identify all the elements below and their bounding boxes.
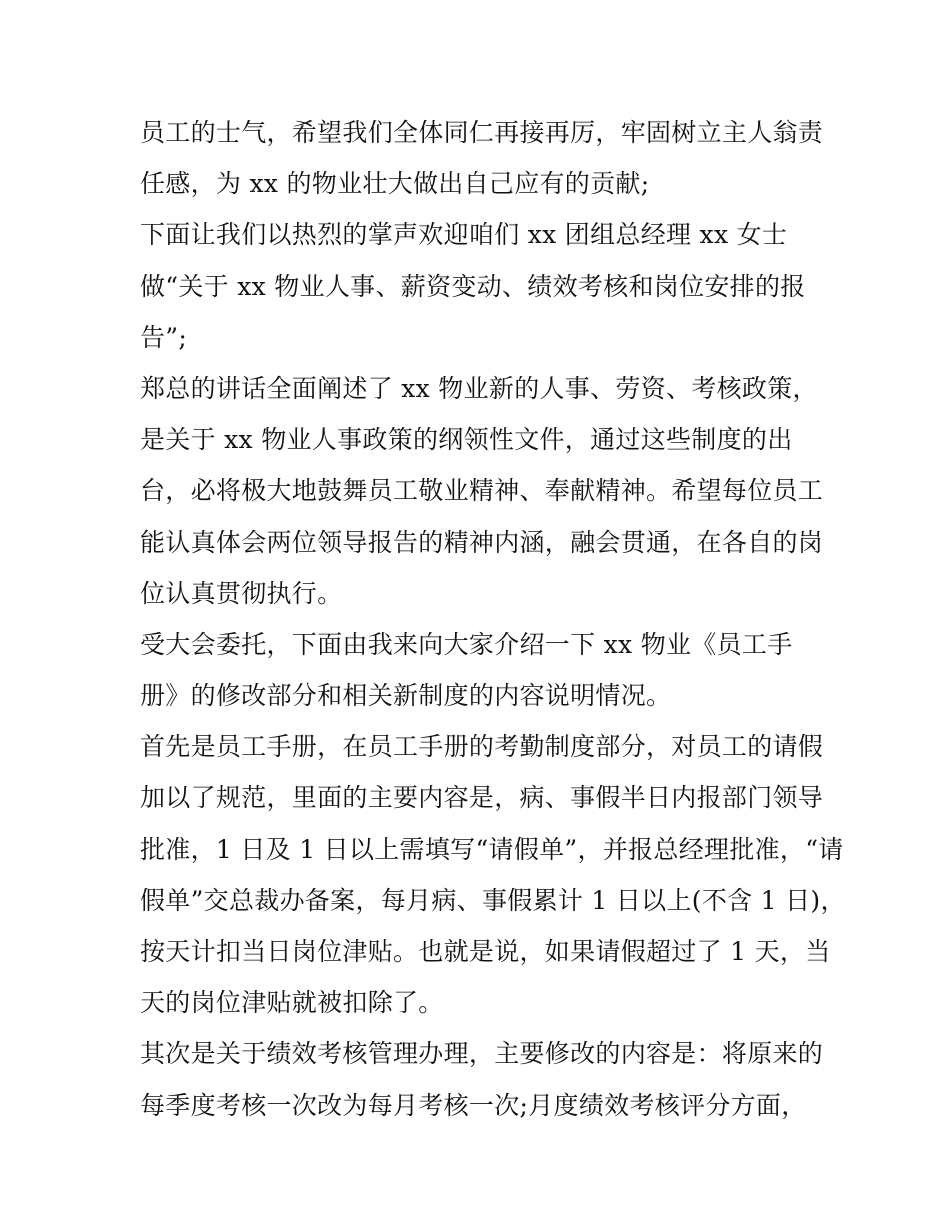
text-line: 做“关于 xx 物业人事、薪资变动、绩效考核和岗位安排的报 — [140, 271, 806, 301]
text-line: 任感，为 xx 的物业壮大做出自己应有的贡献; — [140, 169, 650, 199]
text-line: 台，必将极大地鼓舞员工敬业精神、奉献精神。希望每位员工 — [140, 476, 824, 506]
text-line: 位认真贯彻执行。 — [140, 578, 343, 608]
text-line: 是关于 xx 物业人事政策的纲领性文件，通过这些制度的出 — [140, 425, 793, 455]
text-line: 郑总的讲话全面阐述了 xx 物业新的人事、劳资、考核政策， — [140, 373, 818, 403]
document-body — [140, 107, 846, 1131]
text-line: 加以了规范，里面的主要内容是，病、事假半日内报部门领导 — [140, 783, 824, 813]
text-line: 假单”交总裁办备案，每月病、事假累计 1 日以上(不含 1 日)， — [140, 885, 846, 915]
text-line: 受大会委托，下面由我来向大家介绍一下 xx 物业《员工手 — [140, 629, 793, 659]
text-line: 告”; — [140, 322, 188, 352]
text-line: 每季度考核一次改为每月考核一次;月度绩效考核评分方面， — [140, 1090, 807, 1120]
text-line: 批准，1 日及 1 日以上需填写“请假单”，并报总经理批准，“请 — [140, 834, 844, 864]
text-line: 员工的士气，希望我们全体同仁再接再厉，牢固树立主人翁责 — [140, 118, 824, 147]
text-line: 册》的修改部分和相关新制度的内容说明情况。 — [140, 681, 672, 711]
text-line: 其次是关于绩效考核管理办理，主要修改的内容是：将原来的 — [140, 1039, 824, 1069]
text-line: 天的岗位津贴就被扣除了。 — [140, 988, 444, 1018]
text-line: 下面让我们以热烈的掌声欢迎咱们 xx 团组总经理 xx 女士 — [140, 220, 788, 250]
text-line: 首先是员工手册，在员工手册的考勤制度部分，对员工的请假 — [140, 732, 824, 762]
text-line: 按天计扣当日岗位津贴。也就是说，如果请假超过了 1 天，当 — [140, 937, 831, 966]
text-line: 能认真体会两位领导报告的精神内涵，融会贯通，在各自的岗 — [140, 527, 824, 557]
